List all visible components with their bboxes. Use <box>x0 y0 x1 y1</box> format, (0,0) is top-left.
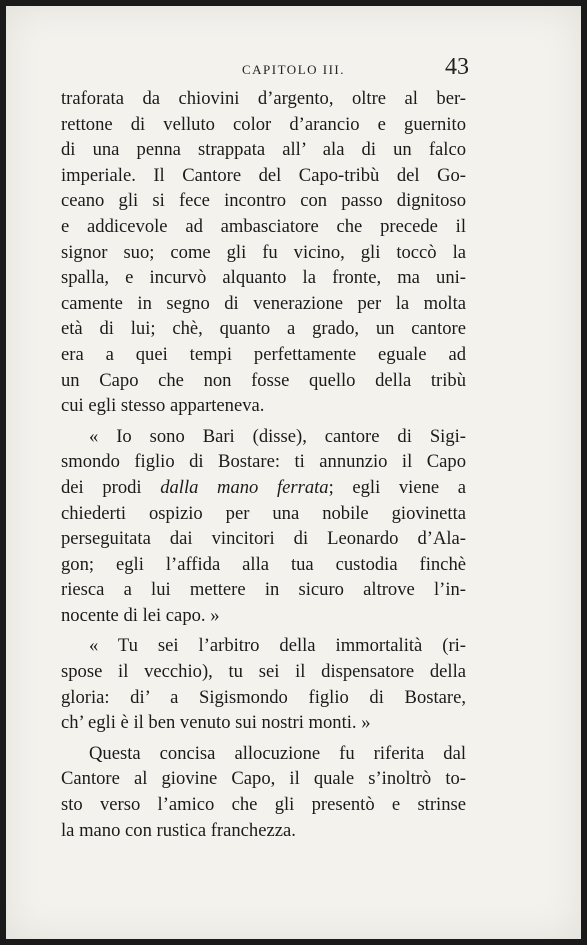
book-page <box>6 6 581 939</box>
text-line: gloria: di’ a Sigismondo figlio di Bostare, <box>61 686 466 708</box>
text-run: ; egli viene a <box>328 476 466 498</box>
running-head: CAPITOLO III. <box>241 62 346 77</box>
text-line: riesca a lui mettere in sicuro altrove l’in- <box>61 579 466 601</box>
page-number: 43 <box>445 54 469 80</box>
text-line: spalla, e incurvò alquanto la fronte, ma uni- <box>61 267 466 289</box>
paragraph-3 <box>61 633 466 735</box>
text-line: un Capo che non fosse quello della tribù <box>61 369 466 391</box>
text-line: gon; egli l’affida alla tua custodia finchè <box>61 553 466 575</box>
text-line: imperiale. Il Cantore del Capo-tribù del Go- <box>61 164 466 186</box>
text-line: sto verso l’amico che gli presentò e strinse <box>61 794 466 816</box>
paragraph-4 <box>61 741 466 843</box>
text-line: la mano con rustica franchezza. <box>61 819 296 841</box>
paragraph-1 <box>61 86 466 419</box>
text-line: era a quei tempi perfettamente eguale ad <box>61 343 466 365</box>
text-line: chiederti ospizio per una nobile giovinetta <box>61 502 466 524</box>
text-line: Questa concisa allocuzione fu riferita dal <box>89 742 466 764</box>
text-line: nocente di lei capo. » <box>61 604 220 626</box>
text-line: Cantore al giovine Capo, il quale s’inoltrò to- <box>61 768 466 790</box>
text-line-with-italic <box>61 475 466 501</box>
text-line: rettone di velluto color d’arancio e guernito <box>61 113 466 135</box>
text-line: ch’ egli è il ben venuto sui nostri monti. » <box>61 712 371 734</box>
body-text <box>61 86 466 843</box>
text-line: smondo figlio di Bostare: ti annunzio il Capo <box>61 451 466 473</box>
text-run: dei prodi <box>61 476 161 498</box>
text-line: camente in segno di venerazione per la molta <box>61 292 466 314</box>
text-line: ceano gli si fece incontro con passo dignitoso <box>61 190 466 212</box>
text-line: signor suo; come gli fu vicino, gli toccò la <box>61 241 466 263</box>
text-line: età di lui; chè, quanto a grado, un cantore <box>61 318 466 340</box>
page-header <box>6 54 581 82</box>
italic-phrase: dalla mano ferrata <box>160 476 329 498</box>
text-line: cui egli stesso apparteneva. <box>61 395 265 417</box>
text-line: « Tu sei l’arbitro della immortalità (ri- <box>89 635 466 657</box>
text-line: di una penna strappata all’ ala di un falco <box>61 139 466 161</box>
text-line: traforata da chiovini d’argento, oltre al ber- <box>61 88 466 109</box>
text-line: e addicevole ad ambasciatore che precede il <box>61 215 466 237</box>
text-line: « Io sono Bari (disse), cantore di Sigi- <box>89 425 466 447</box>
paragraph-2 <box>61 424 466 629</box>
text-line: perseguitata dai vincitori di Leonardo d’Ala- <box>61 528 466 550</box>
text-line: spose il vecchio), tu sei il dispensatore della <box>61 661 466 683</box>
